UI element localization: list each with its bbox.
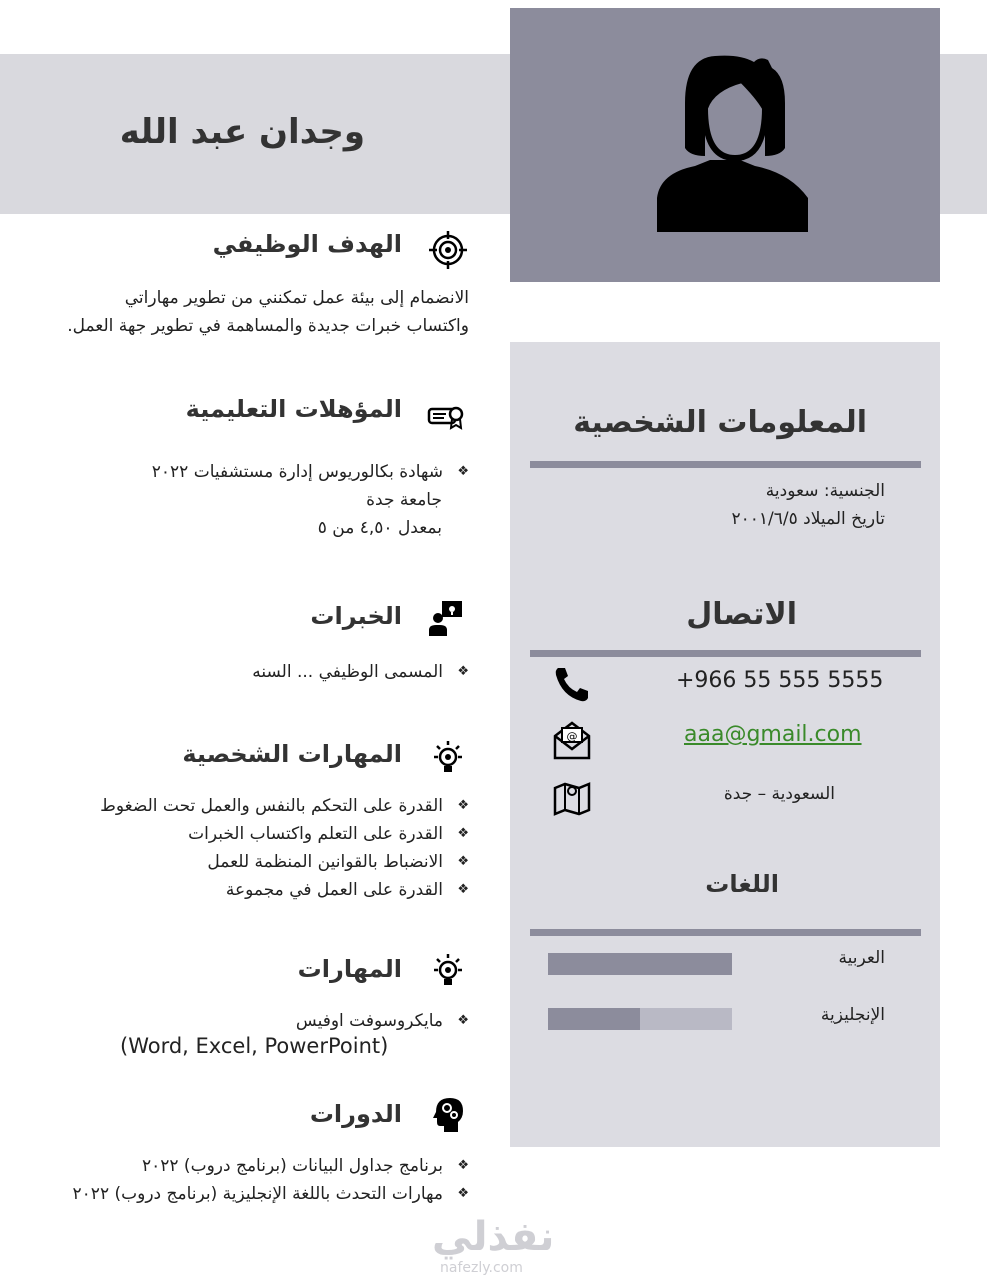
soft-skills-title: المهارات الشخصية	[182, 740, 402, 768]
location-icon-wrap	[552, 778, 592, 822]
language-level-bar-arabic	[548, 953, 732, 975]
divider	[530, 650, 921, 657]
education-university: جامعة جدة	[366, 490, 442, 510]
language-level-fill	[548, 953, 732, 975]
email-icon-wrap	[552, 718, 592, 766]
objective-icon-wrap	[428, 230, 468, 274]
skills-list	[296, 1007, 469, 1035]
list-item: ❖ شهادة بكالوريوس إدارة مستشفيات ٢٠٢٢	[152, 458, 469, 486]
soft-skills-icon-wrap	[428, 738, 468, 782]
presenter-icon	[426, 598, 466, 638]
list-item: ❖ مايكروسوفت اوفيس	[296, 1007, 469, 1035]
courses-title: الدورات	[309, 1100, 402, 1128]
phone-number[interactable]: +966 55 555 5555	[676, 668, 884, 693]
education-title: المؤهلات التعليمية	[185, 395, 402, 423]
list-item: ❖ المسمى الوظيفي ... السنه	[252, 658, 469, 686]
phone-icon-wrap	[552, 664, 592, 708]
map-icon	[552, 778, 592, 818]
personal-info-title: المعلومات الشخصية	[573, 405, 867, 440]
experience-list	[252, 658, 469, 686]
divider	[530, 929, 921, 936]
experience-title: الخبرات	[310, 602, 402, 630]
courses-icon-wrap	[428, 1094, 468, 1138]
languages-title: اللغات	[705, 870, 779, 898]
language-level-fill	[548, 1008, 640, 1030]
list-item: ❖ مهارات التحدث باللغة الإنجليزية (برنامج دروب) ٢٠٢٢	[73, 1180, 469, 1208]
lightbulb-icon	[428, 738, 468, 778]
phone-icon	[552, 664, 592, 704]
objective-line: الانضمام إلى بيئة عمل تمكنني من تطوير مهاراتي	[124, 288, 469, 308]
watermark-logo: نفذلي	[432, 1214, 555, 1260]
email-link[interactable]: aaa@gmail.com	[684, 722, 862, 747]
head-gears-icon	[428, 1094, 468, 1134]
objective-text	[0, 284, 469, 340]
divider	[530, 461, 921, 468]
list-item: ❖ القدرة على التعلم واكتساب الخبرات	[100, 820, 469, 848]
envelope-icon	[552, 718, 592, 762]
contact-title: الاتصال	[686, 597, 797, 632]
education-gpa: بمعدل ٤,٥٠ من ٥	[317, 518, 442, 538]
objective-line: واكتساب خبرات جديدة والمساهمة في تطوير جهة العمل.	[67, 316, 469, 336]
objective-title: الهدف الوظيفي	[212, 230, 402, 258]
candidate-name: وجدان عبد الله	[119, 112, 365, 152]
skills-title: المهارات	[297, 955, 402, 983]
education-list	[152, 458, 469, 486]
list-item: ❖ القدرة على العمل في مجموعة	[100, 876, 469, 904]
birthdate: تاريخ الميلاد ٢٠٠١/٦/٥	[731, 509, 885, 529]
profile-photo	[510, 8, 940, 282]
language-level-bar-english	[548, 1008, 732, 1030]
svg-text:@: @	[566, 730, 578, 743]
language-name-arabic: العربية	[838, 948, 885, 968]
list-item: ❖ برنامج جداول البيانات (برنامج دروب) ٢٠٢٢	[73, 1152, 469, 1180]
lightbulb-icon	[428, 951, 468, 991]
person-silhouette-icon	[510, 8, 940, 282]
list-item: ❖ الانضباط بالقوانين المنظمة للعمل	[100, 848, 469, 876]
target-icon	[428, 230, 468, 270]
location: السعودية – جدة	[723, 784, 835, 804]
nationality: الجنسية: سعودية	[765, 481, 885, 501]
soft-skills-list	[100, 792, 469, 904]
language-name-english: الإنجليزية	[820, 1005, 885, 1025]
experience-icon-wrap	[426, 598, 466, 642]
watermark-url: nafezly.com	[440, 1260, 523, 1276]
skills-office-apps: (Word, Excel, PowerPoint)	[120, 1034, 389, 1058]
certificate-icon	[426, 396, 466, 436]
education-icon-wrap	[426, 396, 466, 440]
courses-list	[73, 1152, 469, 1208]
skills-icon-wrap	[428, 951, 468, 995]
list-item: ❖ القدرة على التحكم بالنفس والعمل تحت الضغوط	[100, 792, 469, 820]
